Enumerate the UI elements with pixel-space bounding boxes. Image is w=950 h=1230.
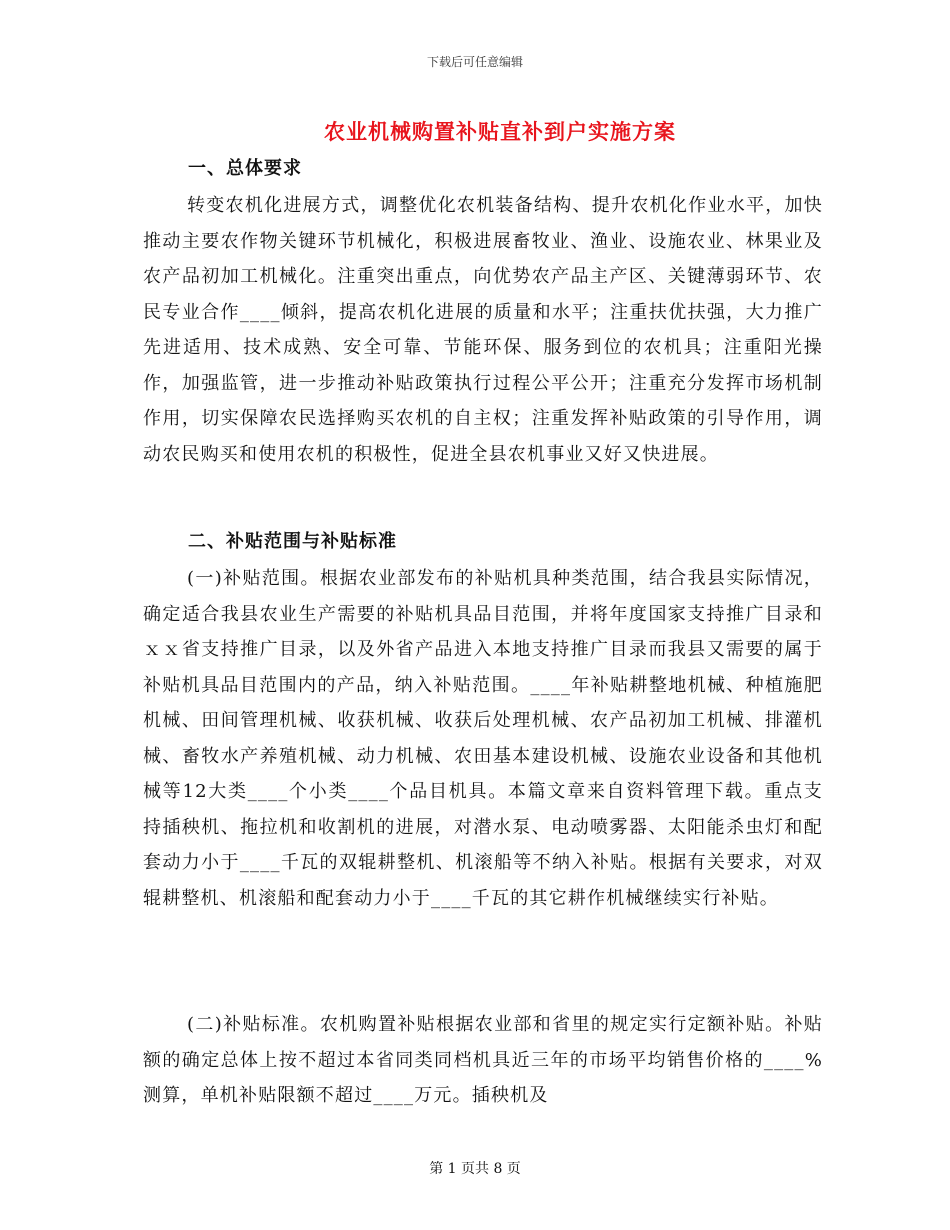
paragraph-subsidy-scope: (一)补贴范围。根据农业部发布的补贴机具种类范围，结合我县实际情况，确定适合我县农业生产需要的补贴机具品目范围，并将年度国家支持推广目录和ｘｘ省支持推广目录，以及外省产品进入本地支持推广目录而我县又需要的属于补贴机具品目范围内的产品，纳入补贴范围。____年补贴耕整地机械、种植施肥机械、田间管理机械、收获机械、收获后处理机械、农产品初加工机械、排灌机械、畜牧水产养殖机械、动力机械、农田基本建设机械、设施农业设备和其他机械等12大类____个小类____个品目机具。本篇文章来自资料管理下载。重点支持插秧机、拖拉机和收割机的进展，对潜水泵、电动喷雾器、太阳能杀虫灯和配套动力小于____千瓦的双辊耕整机、机滚船等不纳入补贴。根据有关要求，对双辊耕整机、机滚船和配套动力小于____千瓦的其它耕作机械继续实行补贴。 [143,568,823,909]
section-heading-1: 一、总体要求 [188,158,302,179]
header-note: 下载后可任意编辑 [426,55,523,69]
section-heading-2: 二、补贴范围与补贴标准 [188,531,397,552]
document-title: 农业机械购置补贴直补到户实施方案 [324,119,676,144]
paragraph-general-requirements: 转变农机化进展方式，调整优化农机装备结构、提升农机化作业水平，加快推动主要农作物关键环节机械化，积极进展畜牧业、渔业、设施农业、林果业及农产品初加工机械化。注重突出重点，向优势农产品主产区、关键薄弱环节、农民专业合作____倾斜，提高农机化进展的质量和水平；注重扶优扶强，大力推广先进适用、技术成熟、安全可靠、节能环保、服务到位的农机具；注重阳光操作，加强监管，进一步推动补贴政策执行过程公平公开；注重充分发挥市场机制作用，切实保障农民选择购买农机的自主权；注重发挥补贴政策的引导作用，调动农民购买和使用农机的积极性，促进全县农机事业又好又快进展。 [143,195,823,465]
page-number-footer: 第 1 页共 8 页 [429,1161,521,1177]
paragraph-subsidy-standard: (二)补贴标准。农机购置补贴根据农业部和省里的规定实行定额补贴。补贴额的确定总体上按不超过本省同类同档机具近三年的市场平均销售价格的____%测算，单机补贴限额不超过____万元。插秧机及 [143,1014,823,1106]
